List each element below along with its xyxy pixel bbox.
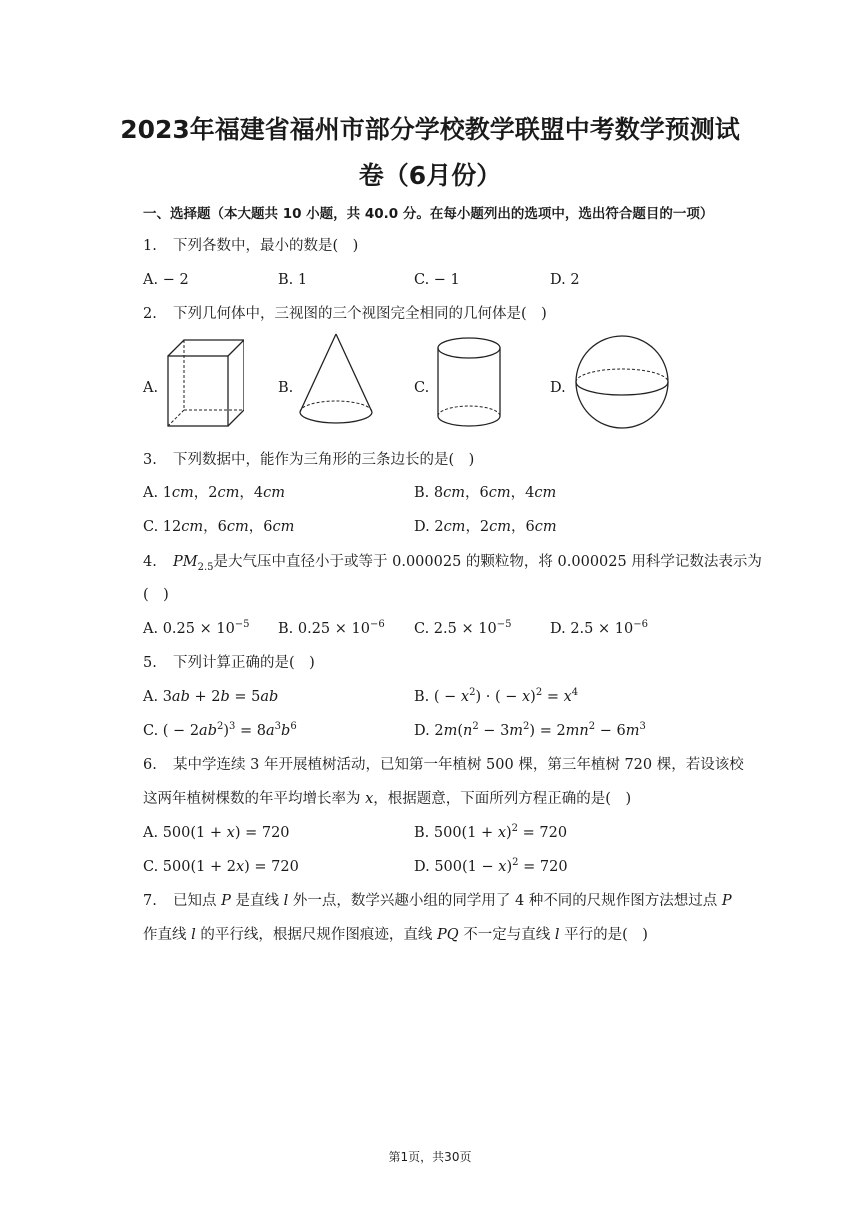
question-stem: 是大气压中直径小于或等于 0.000025 的颗粒物，将 0.000025 用科学记数法表示为 (213, 554, 762, 570)
option-a: A. 1cm，2cm，4cm (143, 485, 286, 501)
option-b: B. 1 (278, 272, 308, 288)
question-5: 5. 下列计算正确的是( ) (143, 655, 315, 671)
option-a: A. (143, 380, 159, 396)
option-c: C. 12cm，6cm，6cm (143, 519, 295, 535)
question-1: 1. 下列各数中，最小的数是( ) (143, 238, 359, 254)
option-a: A. 3ab + 2b = 5ab (143, 689, 279, 705)
option-c: C. 500(1 + 2x) = 720 (143, 859, 299, 875)
option-c: C. ( − $2ab^2)^3 = 8a^3b^6$ (143, 721, 297, 739)
cuboid-figure (160, 336, 244, 430)
option-c: C. − 1 (414, 272, 460, 288)
option-a: A. $0.25 \times 10^{-5}$ (143, 619, 250, 637)
option-c: C. $2.5 \times 10^{-5}$ (414, 619, 512, 637)
option-c: C. (414, 380, 430, 396)
option-d: D. (550, 380, 566, 396)
question-4-continuation: ( ) (143, 587, 169, 603)
question-stem: 下列计算正确的是( ) (173, 655, 315, 671)
option-d: D. $2.5 \times 10^{-6}$ (550, 619, 648, 637)
question-stem: 某中学连续 3 年开展植树活动，已知第一年植树 500 棵，第三年植树 720 棵，若设该校 (173, 757, 744, 773)
question-6-continuation: 这两年植树棵数的年平均增长率为 x，根据题意，下面所列方程正确的是( ) (143, 791, 632, 807)
question-stem: 下列数据中，能作为三角形的三条边长的是( ) (173, 452, 475, 468)
question-stem: 下列各数中，最小的数是( ) (173, 238, 359, 254)
cone-figure (296, 332, 376, 432)
page-footer: 第1页，共30页 (388, 1150, 472, 1164)
option-b: B. (278, 380, 294, 396)
option-a: A. − 2 (143, 272, 189, 288)
option-d: D. $500(1 - x)^2 = 720$ (414, 857, 568, 875)
question-6: 6. 某中学连续 3 年开展植树活动，已知第一年植树 500 棵，第三年植树 720 棵，若设该校 (143, 757, 744, 773)
option-d: D. 2cm，2cm，6cm (414, 519, 557, 535)
question-7-continuation: 作直线 l 的平行线，根据尺规作图痕迹，直线 PQ 不一定与直线 l 平行的是( ) (143, 927, 648, 943)
option-a: A. 500(1 + x) = 720 (143, 825, 290, 841)
cylinder-figure (434, 334, 504, 432)
sphere-figure (574, 332, 670, 432)
option-d: D. $2m(n^2 - 3m^2) = 2mn^2 - 6m^3$ (414, 721, 646, 739)
question-stem: 下列几何体中，三视图的三个视图完全相同的几何体是( ) (173, 306, 547, 322)
question-2: 2. 下列几何体中，三视图的三个视图完全相同的几何体是( ) (143, 306, 547, 322)
option-d: D. 2 (550, 272, 580, 288)
question-3: 3. 下列数据中，能作为三角形的三条边长的是( ) (143, 452, 475, 468)
option-b: B. ( − $x^2$) · ( − $x)^2 = x^4$ (414, 687, 579, 705)
option-b: B. $0.25 \times 10^{-6}$ (278, 619, 385, 637)
question-7: 7. 已知点 P 是直线 l 外一点，数学兴趣小组的同学用了 4 种不同的尺规作图方法想过点 P (143, 893, 732, 909)
section-heading: 一、选择题（本大题共 10 小题，共 40.0 分。在每小题列出的选项中，选出符合题目的一项） (143, 206, 714, 222)
option-b: B. 8cm，6cm，4cm (414, 485, 557, 501)
option-b: B. $500(1 + x)^2 = 720$ (414, 823, 568, 841)
question-4: 4. $PM_{2.5}$是大气压中直径小于或等于 0.000025 的颗粒物，将 0.000025 用科学记数法表示为 (143, 554, 762, 573)
page-title: 2023年福建省福州市部分学校教学联盟中考数学预测试卷（6月份） (120, 115, 740, 190)
